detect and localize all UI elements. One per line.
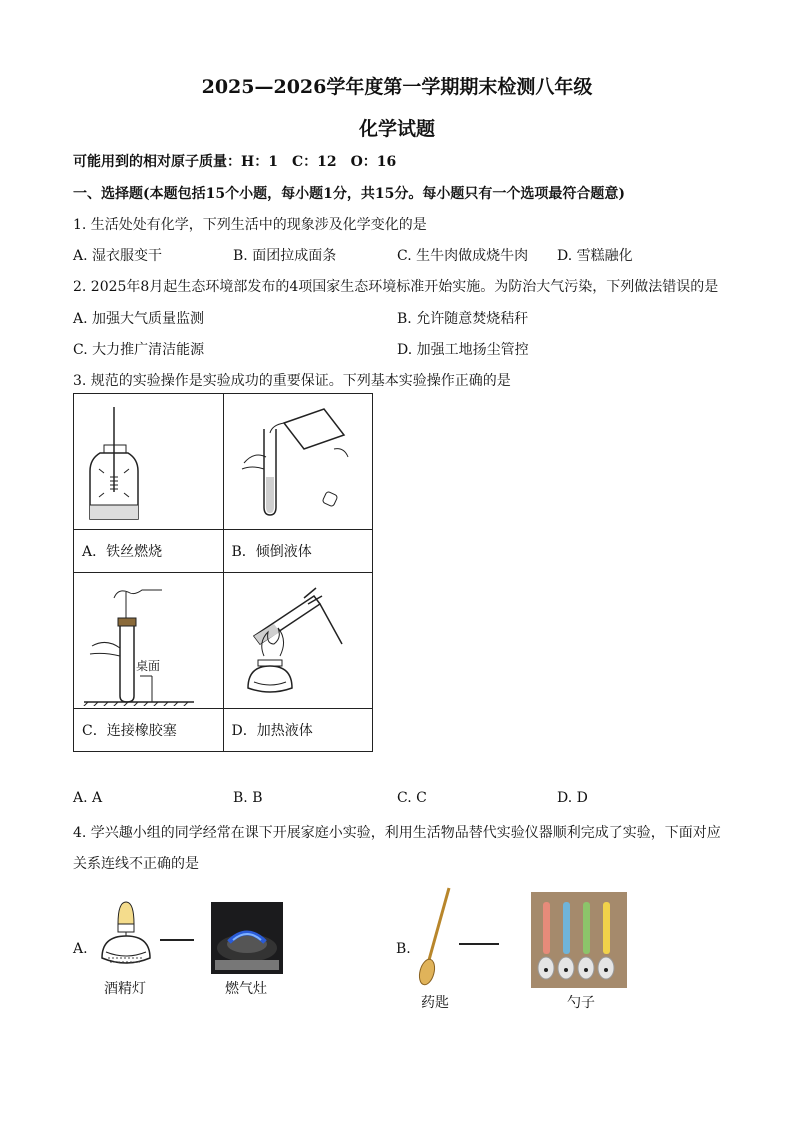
q2-stem: 2. 2025年8月起生态环境部发布的4项国家生态环境标准开始实施。为防治大气污染，下列做法错误的是 xyxy=(73,279,719,295)
alcohol-lamp-icon xyxy=(92,898,160,974)
q3-answer-a: A. A xyxy=(73,790,103,806)
gas-stove-photo xyxy=(211,902,283,974)
caption-d: D．加热液体 xyxy=(223,709,373,752)
label-gas-stove: 燃气灶 xyxy=(225,981,267,997)
experiment-table xyxy=(73,393,373,752)
q3-answer-c: C. C xyxy=(397,790,427,806)
q1-stem: 1. 生活处处有化学，下列生活中的现象涉及化学变化的是 xyxy=(73,217,427,233)
q4-option-b-letter: B. xyxy=(396,941,411,957)
q1-option-d: D. 雪糕融化 xyxy=(557,248,633,264)
cell-b-image xyxy=(223,394,373,530)
cell-a-image xyxy=(74,394,224,530)
q3-answer-d: D. D xyxy=(557,790,588,806)
iron-wire-burning-diagram xyxy=(74,397,222,527)
q2-option-d: D. 加强工地扬尘管控 xyxy=(397,342,529,358)
q1-option-a: A. 湿衣服变干 xyxy=(73,248,163,264)
section-heading: 一、选择题(本题包括15个小题，每小题1分，共15分。每小题只有一个选项最符合题意) xyxy=(73,186,625,202)
label-medicine-spoon: 药匙 xyxy=(421,995,449,1011)
caption-a: A．铁丝燃烧 xyxy=(74,530,224,573)
q3-stem: 3. 规范的实验操作是实验成功的重要保证。下列基本实验操作正确的是 xyxy=(73,373,511,389)
q2-option-b: B. 允许随意焚烧秸秆 xyxy=(397,311,529,327)
spoons-photo xyxy=(531,892,627,988)
heating-liquid-diagram xyxy=(224,576,372,706)
q4-b-connector-line xyxy=(459,943,499,945)
q2-option-c: C. 大力推广清洁能源 xyxy=(73,342,205,358)
exam-title: 2025—2026学年度第一学期期末检测八年级 xyxy=(201,76,593,98)
q4-option-a-letter: A. xyxy=(73,941,88,957)
q4-stem-line2: 关系连线不正确的是 xyxy=(73,856,199,872)
rubber-stopper-diagram xyxy=(74,576,222,706)
medicine-spoon-icon xyxy=(413,886,459,988)
label-spoon: 勺子 xyxy=(567,995,595,1011)
label-alcohol-lamp: 酒精灯 xyxy=(104,981,146,997)
desk-label: 桌面 xyxy=(136,659,161,673)
q4-stem-line1: 4. 学兴趣小组的同学经常在课下开展家庭小实验，利用生活物品替代实验仪器顺利完成了实验，下面对应 xyxy=(73,825,721,841)
q1-option-c: C. 生牛肉做成烧牛肉 xyxy=(397,248,529,264)
q3-answer-b: B. B xyxy=(233,790,263,806)
caption-c: C．连接橡胶塞 xyxy=(74,709,224,752)
pouring-liquid-diagram xyxy=(224,397,372,527)
atomic-mass-line: 可能用到的相对原子质量：H：1 C：12 O：16 xyxy=(73,154,397,170)
cell-d-image xyxy=(223,573,373,709)
q4-a-connector-line xyxy=(160,939,194,941)
q1-option-b: B. 面团拉成面条 xyxy=(233,248,337,264)
q2-option-a: A. 加强大气质量监测 xyxy=(73,311,205,327)
subject-title: 化学试题 xyxy=(358,118,435,140)
cell-c-image xyxy=(74,573,224,709)
caption-b: B．倾倒液体 xyxy=(223,530,373,573)
